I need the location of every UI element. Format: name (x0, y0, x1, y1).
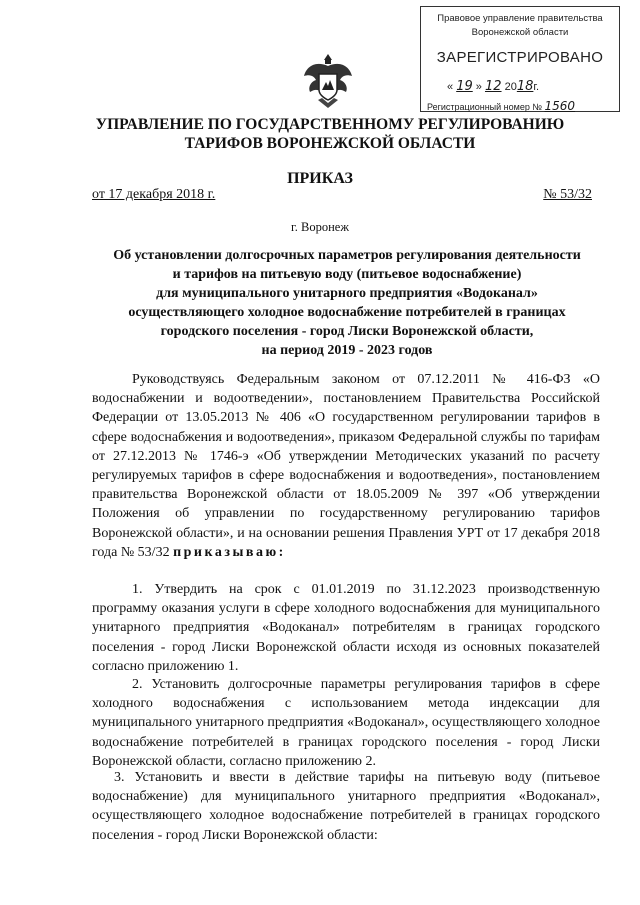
heading-line: для муниципального унитарного предприятия «Водоканал» (156, 286, 538, 301)
coat-of-arms-icon (300, 50, 356, 112)
heading-line: городского поселения - город Лиски Воронежской области, (160, 324, 534, 339)
stamp-date: « 19 » 12 2018г. (447, 79, 540, 94)
document-type-title: ПРИКАЗ (287, 170, 353, 187)
heading-line: Об установлении долгосрочных параметров регулирования деятельности (113, 248, 581, 263)
stamp-reg-number: Регистрационный номер № 1560 (427, 99, 576, 113)
item-2-paragraph: 2. Установить долгосрочные параметры регулирования тарифов в сфере холодного водоснабжения с использованием метода индексации для муниципального унитарного предприятия «Водоканал», осуществляющего холодное водоснабжение потребителей в границах городского поселения - город Лиски Воронежской области, согласно приложению 2. (92, 677, 600, 769)
stamp-authority-line1: Правовое управление правительства (437, 13, 603, 24)
registration-stamp (420, 6, 620, 112)
organization-name-line1: УПРАВЛЕНИЕ ПО ГОСУДАРСТВЕННОМУ РЕГУЛИРОВАНИЮ (95, 116, 565, 133)
stamp-reg-number-value: 1560 (544, 99, 576, 113)
stamp-registered-label: ЗАРЕГИСТРИРОВАНО (436, 49, 604, 66)
document-heading (92, 246, 602, 360)
issue-city: г. Воронеж (291, 220, 349, 234)
order-number: № 53/32 (543, 187, 592, 202)
stamp-date-year: 18 (516, 79, 534, 94)
order-word: приказываю: (173, 544, 286, 560)
stamp-date-month: 12 (484, 79, 502, 94)
organization-name-line2: ТАРИФОВ ВОРОНЕЖСКОЙ ОБЛАСТИ (184, 135, 476, 152)
heading-line: осуществляющего холодное водоснабжение потребителей в границах (128, 305, 566, 320)
order-date: от 17 декабря 2018 г. (92, 187, 216, 202)
heading-line: и тарифов на питьевую воду (питьевое водоснабжение) (172, 267, 522, 282)
preamble-paragraph: Руководствуясь Федеральным законом от 07.12.2011 № 416-ФЗ «О водоснабжении и водоотведении», постановлением Правительства Российской Федерации от 13.05.2013 № 406 «О государственном регулировании тарифов в сфере водоснабжения и водоотведения», приказом Федеральной службы по тарифам от 27.12.2013 № 1746-э «Об утверждении Методических указаний по расчету регулируемых тарифов в сфере водоснабжения и водоотведения», постановлением правительства Воронежской области от 18.05.2009 № 397 «Об утверждении Положения об управлении по государственному регулированию тарифов Воронежской области», и на основании решения Правления УРТ от 17 декабря 2018 года № 53/32 приказываю: (92, 372, 600, 560)
stamp-date-day: 19 (456, 79, 473, 94)
item-1-paragraph: 1. Утвердить на срок с 01.01.2019 по 31.12.2023 производственную программу оказания услуги в сфере холодного водоснабжения для муниципального унитарного предприятия «Водоканал» потребителям в границах городского поселения - город Лиски Воронежской области исходя из основных показателей согласно приложению 1. (92, 582, 600, 674)
item-3-paragraph: 3. Установить и ввести в действие тарифы на питьевую воду (питьевое водоснабжение) для муниципального унитарного предприятия «Водоканал», осуществляющего холодное водоснабжение потребителей в границах городского поселения - город Лиски Воронежской области: (92, 770, 600, 843)
heading-line: на период 2019 - 2023 годов (261, 343, 433, 358)
stamp-authority-line2: Воронежской области (471, 27, 569, 38)
